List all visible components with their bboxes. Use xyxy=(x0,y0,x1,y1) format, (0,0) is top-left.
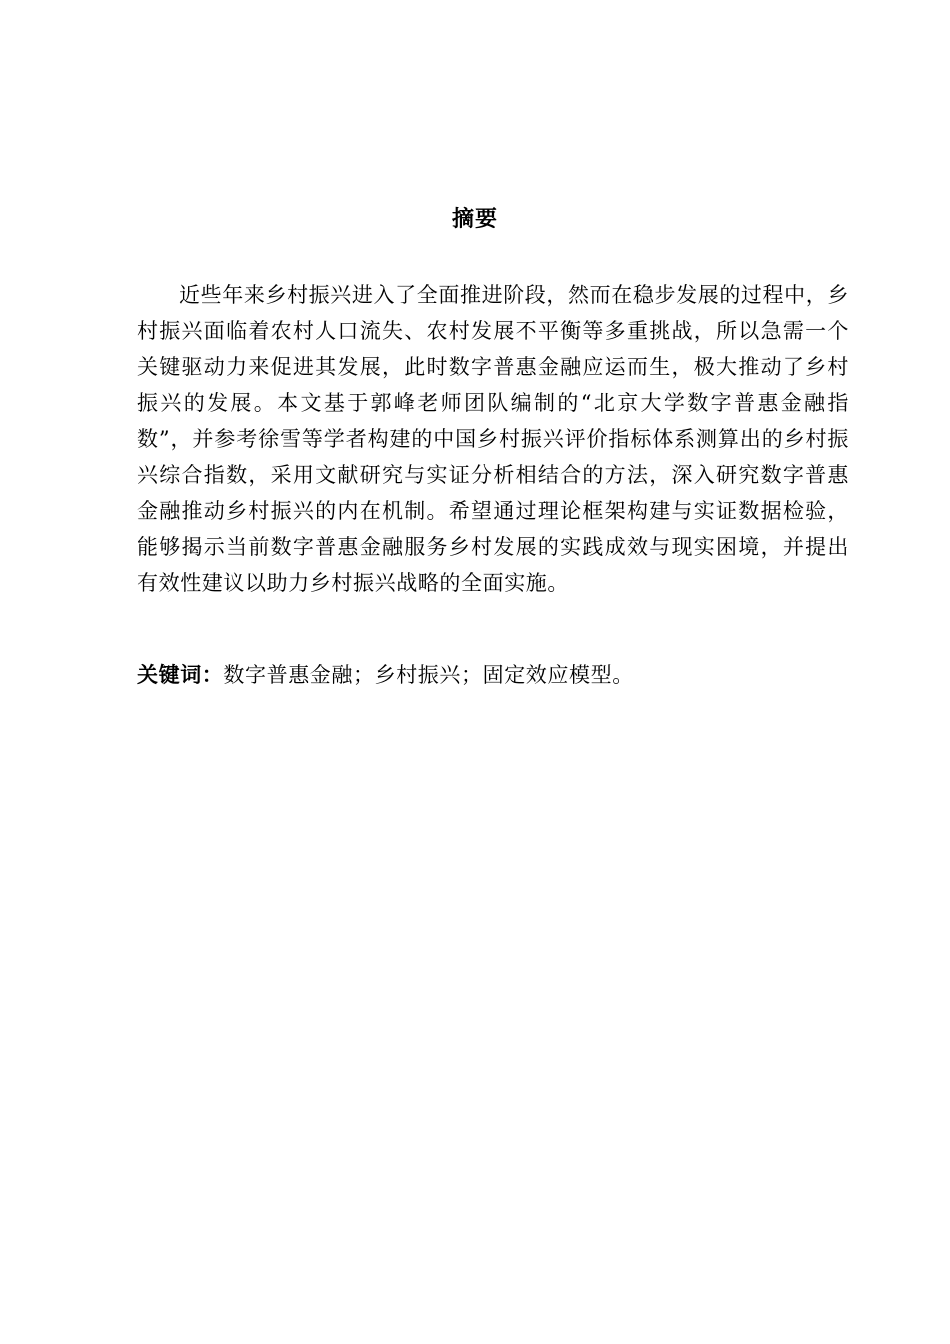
keywords-label: 关键词： xyxy=(137,663,224,687)
keywords-text: 数字普惠金融；乡村振兴；固定效应模型。 xyxy=(223,663,634,687)
keywords-line xyxy=(137,657,849,693)
abstract-title: 摘要 xyxy=(451,207,498,232)
abstract-paragraph: 近些年来乡村振兴进入了全面推进阶段，然而在稳步发展的过程中，乡村振兴面临着农村人口流失、农村发展不平衡等多重挑战，所以急需一个关键驱动力来促进其发展，此时数字普惠金融应运而生，极大推动了乡村振兴的发展。本文基于郭峰老师团队编制的“北京大学数字普惠金融指数”，并参考徐雪等学者构建的中国乡村振兴评价指标体系测算出的乡村振兴综合指数，采用文献研究与实证分析相结合的方法，深入研究数字普惠金融推动乡村振兴的内在机制。希望通过理论框架构建与实证数据检验，能够揭示当前数字普惠金融服务乡村发展的实践成效与现实困境，并提出有效性建议以助力乡村振兴战略的全面实施。 xyxy=(137,283,849,595)
